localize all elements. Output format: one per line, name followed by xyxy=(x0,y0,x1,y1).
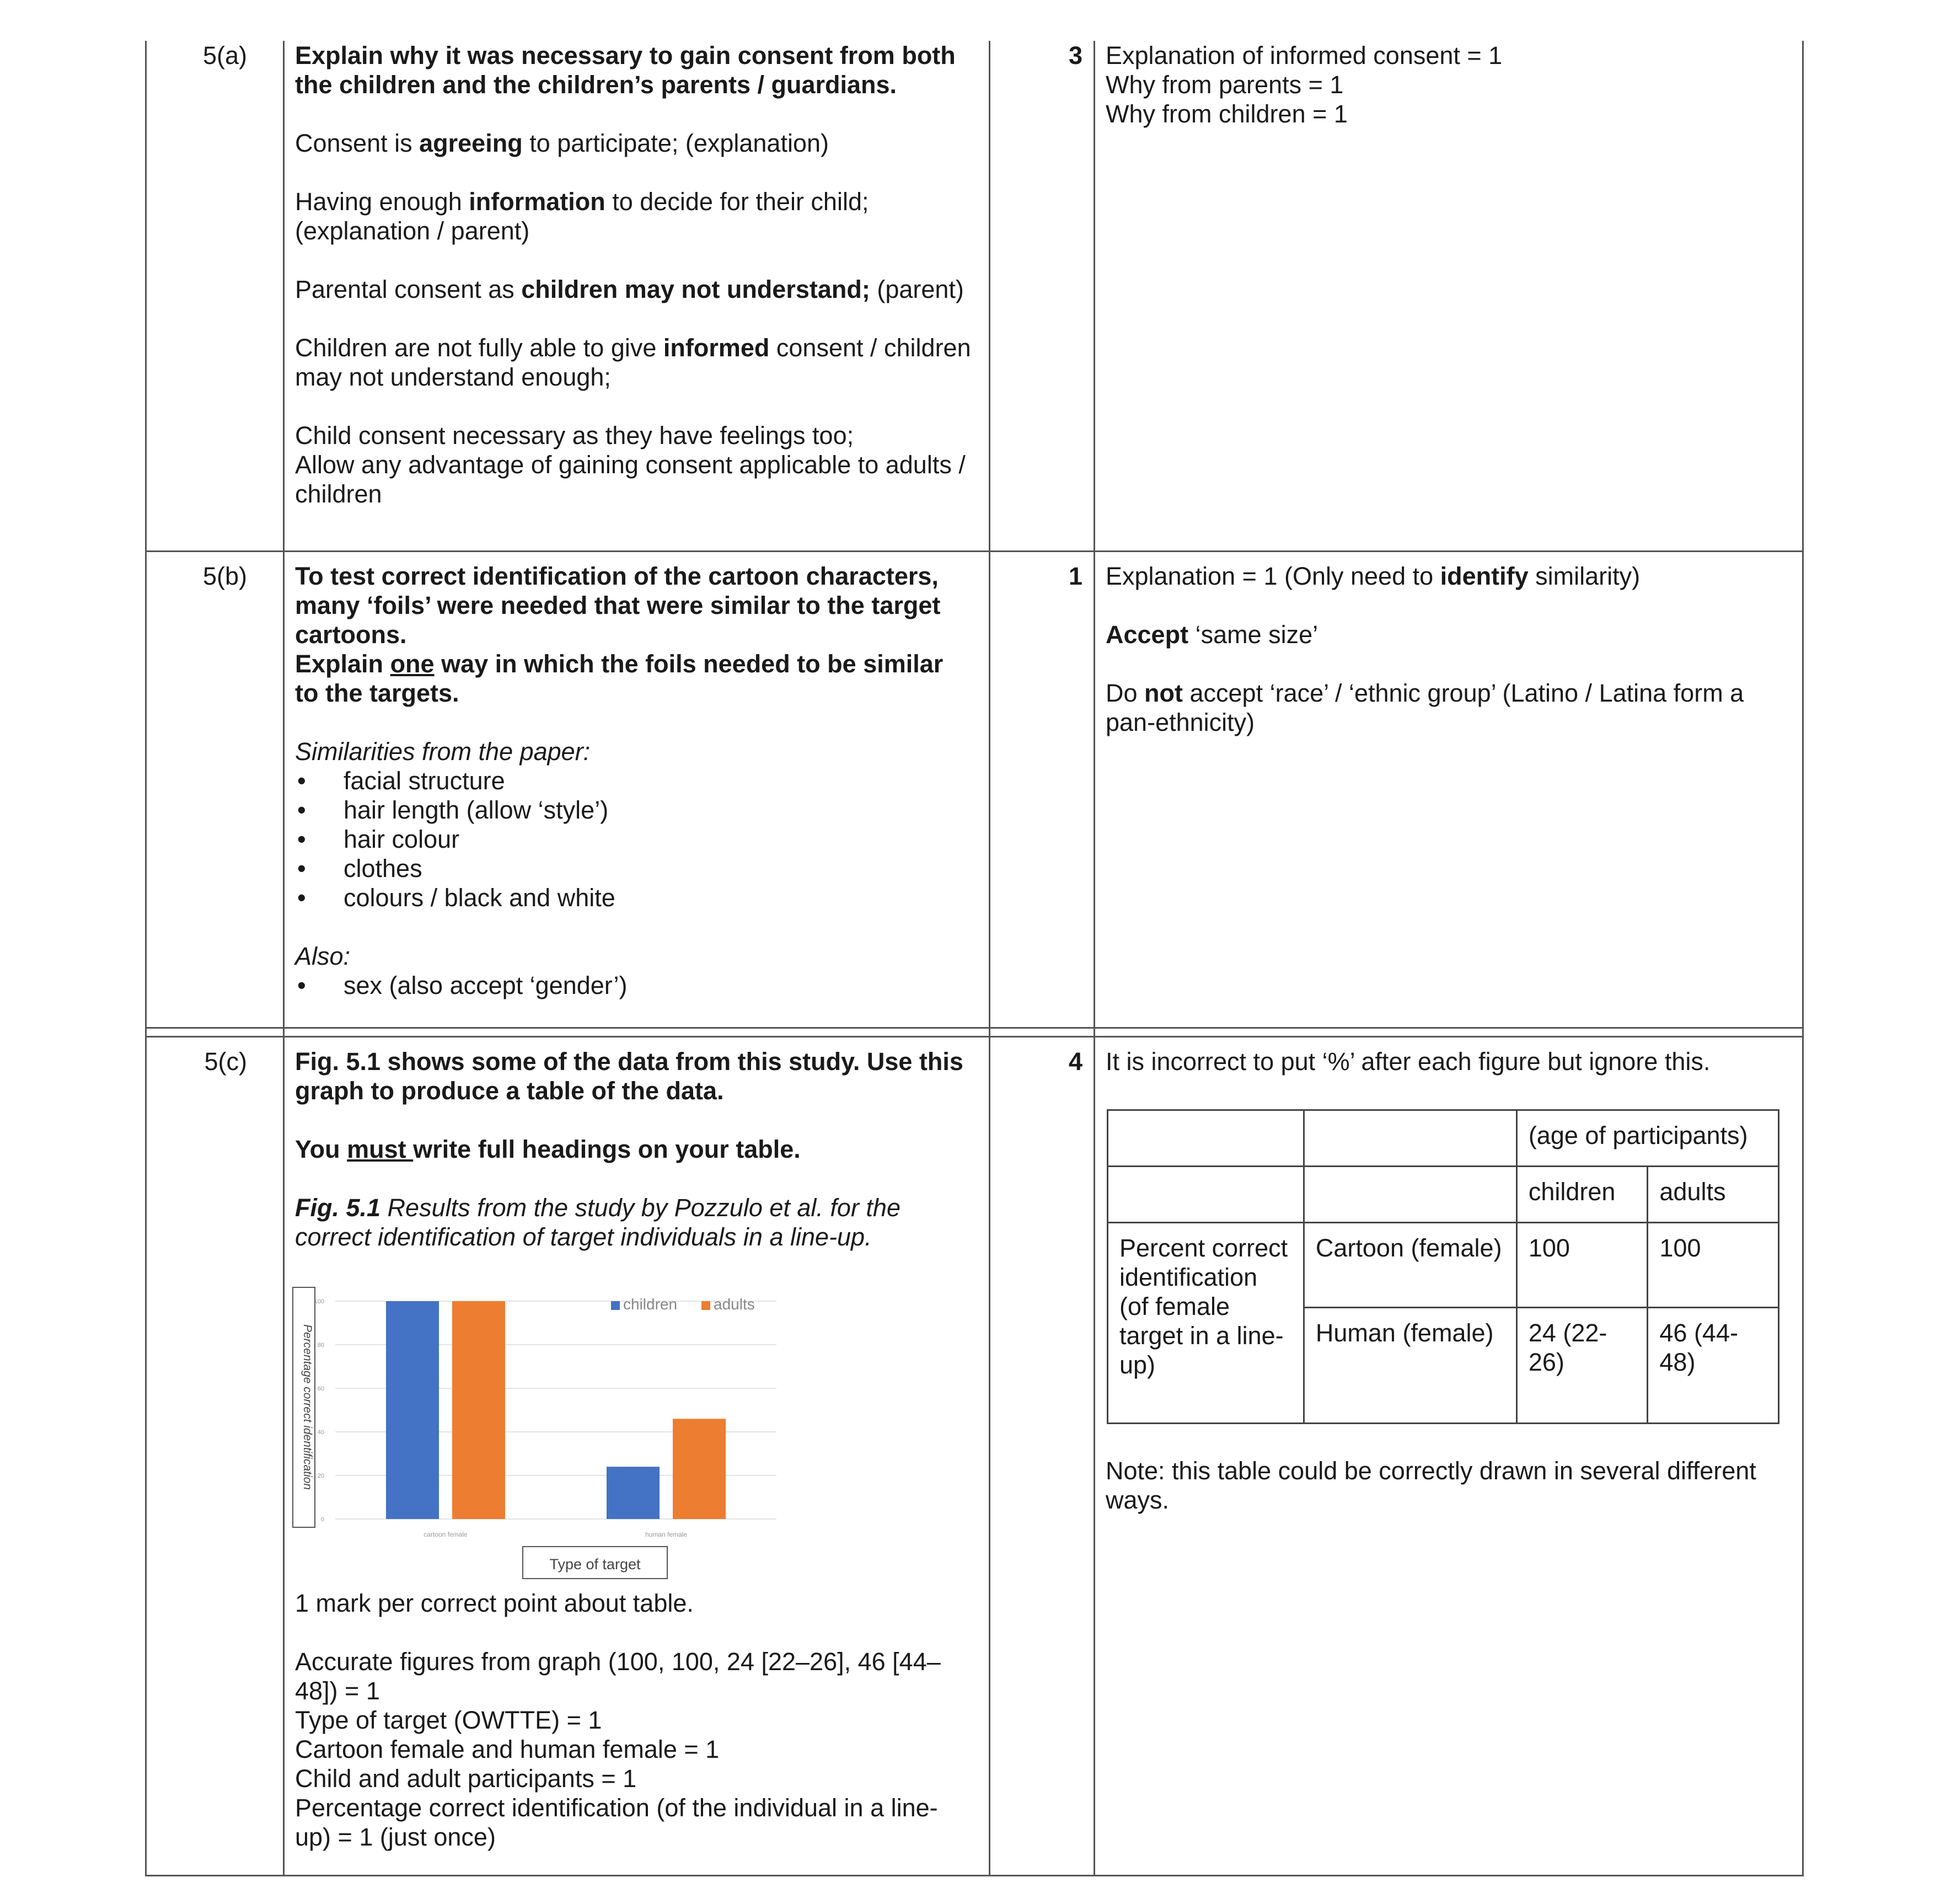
scoring-line: Accurate figures from graph (100, 100, 24 [22–26], 46 [44–48]) = 1 xyxy=(295,1648,941,1705)
scoring-line: Percentage correct identification (of the individual in a line-up) = 1 (just once) xyxy=(295,1794,938,1851)
guidance-line: Accept ‘same size’ xyxy=(1106,621,1318,649)
y-tick-label: 80 xyxy=(317,1342,324,1349)
row-divider-5b-5c-bottom xyxy=(145,1036,1804,1037)
bar-adults xyxy=(673,1419,726,1519)
question-stem-5c: Fig. 5.1 shows some of the data from this study. Use this graph to produce a table of the data. xyxy=(295,1047,963,1105)
legend-label-children: children xyxy=(623,1296,678,1313)
allow-note: Allow any advantage of gaining consent applicable to adults / children xyxy=(295,451,966,508)
table-row-cartoon: Cartoon (female) xyxy=(1304,1223,1516,1308)
also-heading: Also: xyxy=(295,942,351,970)
guidance-intro-5c: It is incorrect to put ‘%’ after each figure but ignore this. xyxy=(1106,1047,1711,1076)
guidance-cell-5a xyxy=(1106,41,1789,129)
example-data-table xyxy=(1107,1109,1779,1424)
table-divider-marks xyxy=(1094,41,1095,1876)
table-divider-answer xyxy=(989,41,990,1876)
answer-cell-5a xyxy=(295,41,973,509)
table-cell-value: 100 xyxy=(1648,1223,1779,1308)
legend-label-adults: adults xyxy=(714,1296,755,1313)
table-header-adults: adults xyxy=(1648,1167,1779,1223)
bar-children xyxy=(607,1467,660,1519)
table-row-label: Percent correct identification (of female target in a line-up) xyxy=(1108,1223,1304,1424)
scoring-line: 1 mark per correct point about table. xyxy=(295,1589,694,1617)
marks-5b: 1 xyxy=(1068,562,1082,590)
question-stem-5a: Explain why it was necessary to gain consent from both the children and the children’s parents / guardians. xyxy=(295,41,956,99)
question-number-5a: 5(a) xyxy=(202,41,247,69)
table-divider-question xyxy=(283,41,285,1876)
y-axis-label: Percentage correct identification xyxy=(301,1324,314,1490)
table-cell-value: 24 (22-26) xyxy=(1516,1308,1648,1424)
y-tick-label: 40 xyxy=(317,1429,324,1436)
similarities-list xyxy=(295,766,973,912)
table-cell-empty xyxy=(1304,1167,1516,1223)
marks-5a: 3 xyxy=(1068,41,1082,69)
figure-caption: Fig. 5.1 Results from the study by Pozzulo et al. for the correct identification of target individuals in a line-up. xyxy=(295,1194,901,1251)
answer-point: Parental consent as children may not understand; (parent) xyxy=(295,275,964,303)
mark-scheme-page xyxy=(145,41,1804,1876)
list-item: • hair colour xyxy=(295,825,973,854)
answer-cell-5c xyxy=(295,1047,973,1251)
scoring-line: Type of target (OWTTE) = 1 xyxy=(295,1706,602,1734)
x-axis-label: Type of target xyxy=(549,1556,641,1573)
list-item: • facial structure xyxy=(295,766,973,795)
answer-point: Having enough information to decide for their child; (explanation / parent) xyxy=(295,188,869,245)
legend-swatch-children xyxy=(611,1301,620,1310)
table-cell-empty xyxy=(1108,1167,1304,1223)
guidance-line: Do not accept ‘race’ / ‘ethnic group’ (Latino / Latina form a pan-ethnicity) xyxy=(1106,679,1744,736)
table-cell-value: 46 (44-48) xyxy=(1648,1308,1779,1424)
table-border-right xyxy=(1802,41,1804,1876)
answer-point: Consent is agreeing to participate; (explanation) xyxy=(295,129,829,157)
scoring-line: Child and adult participants = 1 xyxy=(295,1764,637,1793)
list-item: • sex (also accept ‘gender’) xyxy=(295,971,973,1000)
y-tick-label: 0 xyxy=(320,1516,324,1523)
question-number-5b: 5(b) xyxy=(202,562,247,590)
guidance-cell-5b xyxy=(1106,561,1789,737)
y-tick-label: 20 xyxy=(317,1473,324,1479)
guidance-line: Explanation of informed consent = 1 xyxy=(1106,41,1503,69)
table-note: Note: this table could be correctly drawn in several different ways. xyxy=(1106,1457,1756,1514)
scoring-line: Cartoon female and human female = 1 xyxy=(295,1735,720,1763)
marks-5c: 4 xyxy=(1068,1047,1082,1076)
guidance-line: Why from children = 1 xyxy=(1106,100,1348,128)
answer-cell-5b xyxy=(295,561,973,1000)
answer-point: Children are not fully able to give informed consent / children may not understand enough; xyxy=(295,334,971,391)
bar-chart xyxy=(291,1285,787,1593)
row-divider-5b-5c-top xyxy=(145,1027,1804,1029)
y-tick-label: 100 xyxy=(314,1298,324,1305)
bar-adults xyxy=(452,1301,505,1519)
table-border-left xyxy=(145,41,147,1876)
list-item: • clothes xyxy=(295,854,973,883)
table-header-age: (age of participants) xyxy=(1516,1110,1778,1167)
scoring-cell-5c xyxy=(295,1589,973,1852)
table-header-children: children xyxy=(1516,1167,1648,1223)
question-number-5c: 5(c) xyxy=(204,1047,247,1076)
answer-point: Child consent necessary as they have feelings too; xyxy=(295,421,854,450)
similarities-heading: Similarities from the paper: xyxy=(295,737,591,766)
also-list xyxy=(295,971,973,1000)
table-border-bottom xyxy=(145,1875,1804,1876)
question-stem-5b: To test correct identification of the cartoon characters, many ‘foils’ were needed that were similar to the target cartoons. xyxy=(295,562,941,649)
list-item: • colours / black and white xyxy=(295,883,973,912)
guidance-line: Explanation = 1 (Only need to identify similarity) xyxy=(1106,562,1641,590)
table-row-human: Human (female) xyxy=(1304,1308,1516,1424)
guidance-line: Why from parents = 1 xyxy=(1106,71,1344,99)
x-tick-label: cartoon female xyxy=(424,1531,468,1538)
bar-children xyxy=(386,1301,439,1519)
question-task-5b: Explain one way in which the foils needed to be similar to the targets. xyxy=(295,650,944,707)
table-cell-empty xyxy=(1108,1110,1304,1167)
table-cell-empty xyxy=(1304,1110,1516,1167)
x-tick-label: human female xyxy=(645,1531,688,1538)
legend-swatch-adults xyxy=(701,1301,710,1310)
row-divider-5a-5b xyxy=(145,550,1804,552)
list-item: • hair length (allow ‘style’) xyxy=(295,795,973,825)
table-cell-value: 100 xyxy=(1516,1223,1648,1308)
y-tick-label: 60 xyxy=(317,1386,324,1392)
instruction-5c: You must write full headings on your table. xyxy=(295,1135,801,1163)
